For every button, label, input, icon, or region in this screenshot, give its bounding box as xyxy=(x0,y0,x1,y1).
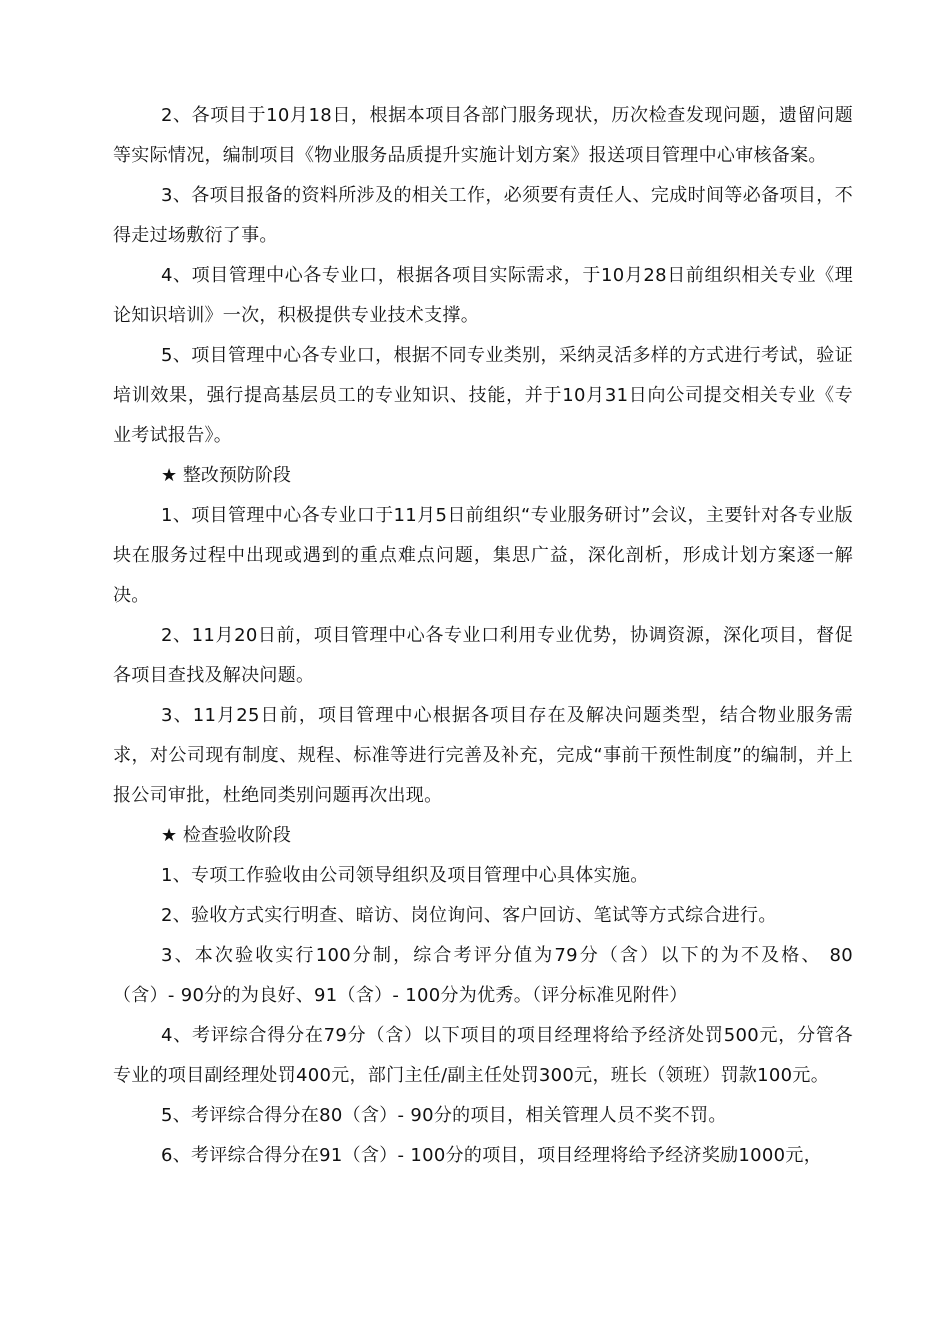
paragraph-rectification-3: 3、11月25日前，项目管理中心根据各项目存在及解决问题类型，结合物业服务需求，对公司现有制度、规程、标准等进行完善及补充，完成“事前干预性制度”的编制，并上报公司审批，杜绝同类别问题再次出现。 xyxy=(113,705,853,806)
paragraph-rectification-1: 1、项目管理中心各专业口于11月5日前组织“专业服务研讨”会议，主要针对各专业版块在服务过程中出现或遇到的重点难点问题，集思广益，深化剖析，形成计划方案逐一解决。 xyxy=(113,505,853,606)
paragraph-item-5-exam: 5、项目管理中心各专业口，根据不同专业类别，采纳灵活多样的方式进行考试，验证培训效果，强行提高基层员工的专业知识、技能，并于10月31日向公司提交相关专业《专业考试报告》。 xyxy=(113,345,853,446)
paragraph-rectification-2: 2、11月20日前，项目管理中心各专业口利用专业优势，协调资源，深化项目，督促各项目查找及解决问题。 xyxy=(113,625,853,686)
section-heading-rectification: ★ 整改预防阶段 xyxy=(161,465,291,486)
paragraph-inspection-4: 4、考评综合得分在79分（含）以下项目的项目经理将给予经济处罚500元，分管各专业的项目副经理处罚400元，部门主任/副主任处罚300元，班长（领班）罚款100元。 xyxy=(113,1025,853,1086)
document-body xyxy=(113,96,853,1176)
paragraph-inspection-6: 6、考评综合得分在91（含）- 100分的项目，项目经理将给予经济奖励1000元， xyxy=(161,1145,823,1166)
paragraph-item-3-responsibility: 3、各项目报备的资料所涉及的相关工作，必须要有责任人、完成时间等必备项目，不得走过场敷衍了事。 xyxy=(113,185,853,246)
paragraph-inspection-5: 5、考评综合得分在80（含）- 90分的项目，相关管理人员不奖不罚。 xyxy=(161,1105,727,1126)
section-heading-inspection: ★ 检查验收阶段 xyxy=(161,825,291,846)
paragraph-item-2-submit-plan: 2、各项目于10月18日，根据本项目各部门服务现状，历次检查发现问题，遗留问题等实际情况，编制项目《物业服务品质提升实施计划方案》报送项目管理中心审核备案。 xyxy=(113,105,853,166)
paragraph-inspection-1: 1、专项工作验收由公司领导组织及项目管理中心具体实施。 xyxy=(161,865,649,886)
paragraph-inspection-2: 2、验收方式实行明查、暗访、岗位询问、客户回访、笔试等方式综合进行。 xyxy=(161,905,777,926)
paragraph-inspection-3: 3、本次验收实行100分制，综合考评分值为79分（含）以下的为不及格、 80（含）- 90分的为良好、91（含）- 100分为优秀。（评分标准见附件） xyxy=(113,945,853,1006)
paragraph-item-4-training: 4、项目管理中心各专业口，根据各项目实际需求，于10月28日前组织相关专业《理论知识培训》一次，积极提供专业技术支撑。 xyxy=(113,265,853,326)
